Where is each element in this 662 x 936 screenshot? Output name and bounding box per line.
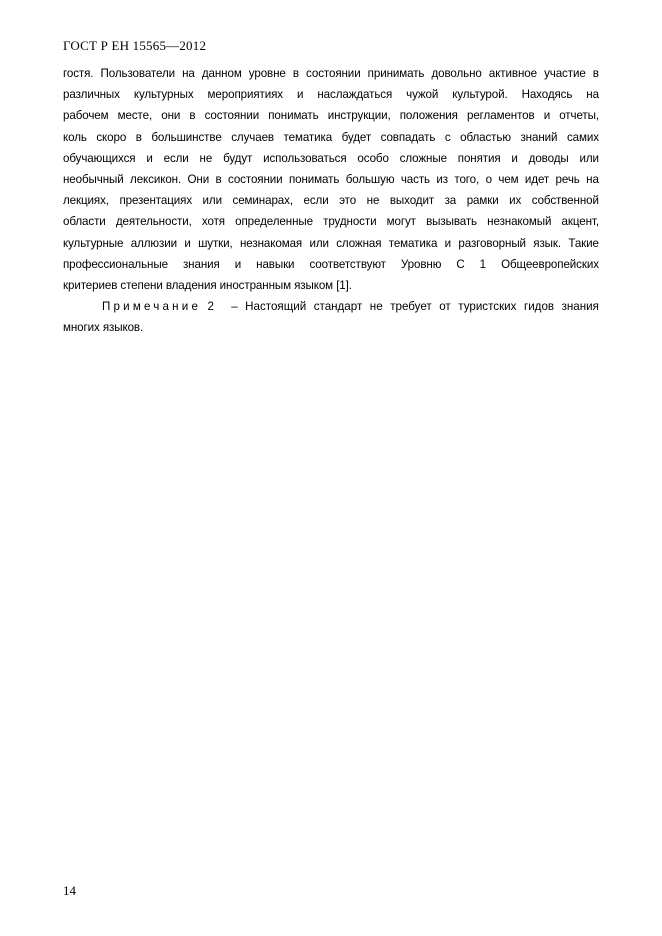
word: сложная (336, 236, 382, 250)
word: – (231, 300, 238, 313)
word: языком (294, 278, 337, 292)
word: владения (165, 278, 220, 292)
note-first-line (63, 296, 599, 317)
word: выходит (389, 194, 435, 208)
word: в (592, 67, 599, 80)
word: это (339, 194, 357, 208)
word: инструкции, (327, 109, 391, 123)
word: и (296, 88, 304, 102)
word: не (366, 194, 380, 208)
paragraph-line (63, 105, 599, 126)
word: совпадать (380, 130, 436, 144)
word: язык. (533, 236, 562, 250)
word: активное (488, 67, 537, 80)
word: знаний (520, 130, 558, 144)
word: от (439, 300, 451, 313)
word: большую (345, 172, 395, 186)
word: на (586, 172, 599, 186)
word: доводы (528, 151, 569, 165)
word: тематика (283, 130, 333, 144)
word: культурой. (452, 88, 508, 102)
word: лексикон. (130, 172, 182, 186)
page-number: 14 (63, 883, 76, 898)
word: с (444, 130, 451, 144)
word: трудности (323, 215, 377, 229)
word: в (215, 172, 222, 186)
word: того, (454, 172, 480, 186)
word: или (202, 194, 222, 208)
word: критериев (63, 278, 121, 292)
word: большинстве (151, 130, 222, 144)
word: Они (187, 172, 210, 186)
word: деятельности, (115, 215, 192, 229)
word: самих (566, 130, 599, 144)
word: вызывать (426, 215, 477, 229)
word: если (163, 151, 189, 165)
word: степени (120, 278, 166, 292)
word: понимать (288, 172, 340, 186)
word: требует (390, 300, 432, 313)
word: за (444, 194, 457, 208)
paragraph-line (63, 254, 599, 275)
word: и (543, 109, 551, 123)
word: из (436, 172, 448, 186)
word: скоро (96, 130, 127, 144)
word: и (234, 257, 242, 271)
word: состоянии (228, 172, 283, 186)
word: состоянии (204, 109, 260, 123)
word: в (135, 130, 142, 144)
word: знания (182, 257, 220, 271)
paragraph-line (63, 190, 599, 211)
word: Пользователи (100, 67, 176, 80)
word: и (444, 236, 452, 250)
word: идет (524, 172, 550, 186)
word: хотя (201, 215, 225, 229)
word: будет (341, 130, 372, 144)
paragraph-line (63, 169, 599, 190)
word: культурных (133, 88, 194, 102)
word: определенные (235, 215, 313, 229)
word: принимать (367, 67, 425, 80)
word: навыки (256, 257, 295, 271)
word: [1]. (336, 278, 352, 292)
paragraph-line (63, 127, 599, 148)
word: Общеевропейских (501, 257, 599, 271)
word: презентациях (119, 194, 193, 208)
word: собственной (531, 194, 599, 208)
word: часть (400, 172, 430, 186)
word: областью (460, 130, 511, 144)
word: месте, (117, 109, 153, 123)
word: данном (201, 67, 242, 80)
note-block (63, 296, 599, 338)
word: мероприятиях (207, 88, 284, 102)
word: регламентов (466, 109, 535, 123)
word: знания (561, 300, 599, 313)
word: они (161, 109, 181, 123)
word: на (182, 67, 195, 80)
note-label: Примечание 2 (102, 300, 218, 313)
word: культурные (63, 236, 124, 250)
word: на (586, 88, 599, 102)
word: профессиональные (63, 257, 168, 271)
word: не (199, 151, 213, 165)
word: чем (498, 172, 519, 186)
note-second-line: многих языков. (63, 321, 144, 335)
word: сложные (399, 151, 447, 165)
word: соответствуют (309, 257, 386, 271)
word: разговорный (458, 236, 526, 250)
word: речь (555, 172, 580, 186)
word: шутки, (198, 236, 233, 250)
word: различных (63, 88, 120, 102)
word: могут (386, 215, 416, 229)
word: рамки (466, 194, 499, 208)
word: Уровню (400, 257, 442, 271)
word: особо (357, 151, 389, 165)
word: участие (544, 67, 586, 80)
word: довольно (431, 67, 482, 80)
word: понимать (268, 109, 319, 123)
word: и (146, 151, 153, 165)
word: в (292, 67, 299, 80)
word: или (579, 151, 599, 165)
word: Находясь (521, 88, 573, 102)
word: и (184, 236, 191, 250)
word: понятия (457, 151, 501, 165)
word: 1 (479, 257, 487, 271)
word: их (509, 194, 522, 208)
paragraph-line (63, 233, 599, 254)
word: рабочем (63, 109, 109, 123)
word: не (369, 300, 383, 313)
word: аллюзии (130, 236, 177, 250)
word: тематика (388, 236, 438, 250)
word: гостя. (63, 67, 94, 80)
word: чужой (406, 88, 439, 102)
word: или (309, 236, 329, 250)
paragraph-line (63, 211, 599, 232)
paragraph-line (63, 148, 599, 169)
word: если (303, 194, 329, 208)
word: стандарт (313, 300, 363, 313)
word: будут (223, 151, 253, 165)
word: в (189, 109, 196, 123)
word: и (511, 151, 518, 165)
paragraph-line (63, 63, 599, 84)
word: положения (399, 109, 458, 123)
word: случаев (231, 130, 274, 144)
word: лекциях, (63, 194, 109, 208)
word: Настоящий (245, 300, 307, 313)
word: использоваться (263, 151, 347, 165)
document-header: ГОСТ Р ЕН 15565—2012 (63, 38, 207, 53)
word: необычный (63, 172, 124, 186)
word: Такие (568, 236, 599, 250)
word: иностранным (219, 278, 295, 292)
body-paragraph (63, 63, 599, 296)
paragraph-line (63, 84, 599, 105)
word: обучающихся (63, 151, 136, 165)
word: гидов (523, 300, 555, 313)
word: наслаждаться (317, 88, 393, 102)
word: незнакомая (239, 236, 303, 250)
note-text (231, 296, 599, 317)
word: семинарах, (232, 194, 293, 208)
word: о (485, 172, 492, 186)
word: области (63, 215, 106, 229)
word: отчеты, (559, 109, 599, 123)
word: состоянии (306, 67, 361, 80)
word: коль (63, 130, 87, 144)
word: С (456, 257, 465, 271)
paragraph-line (63, 275, 599, 296)
word: уровне (248, 67, 286, 80)
word: туристских (458, 300, 517, 313)
word: акцент, (561, 215, 599, 229)
word: незнакомый (487, 215, 552, 229)
